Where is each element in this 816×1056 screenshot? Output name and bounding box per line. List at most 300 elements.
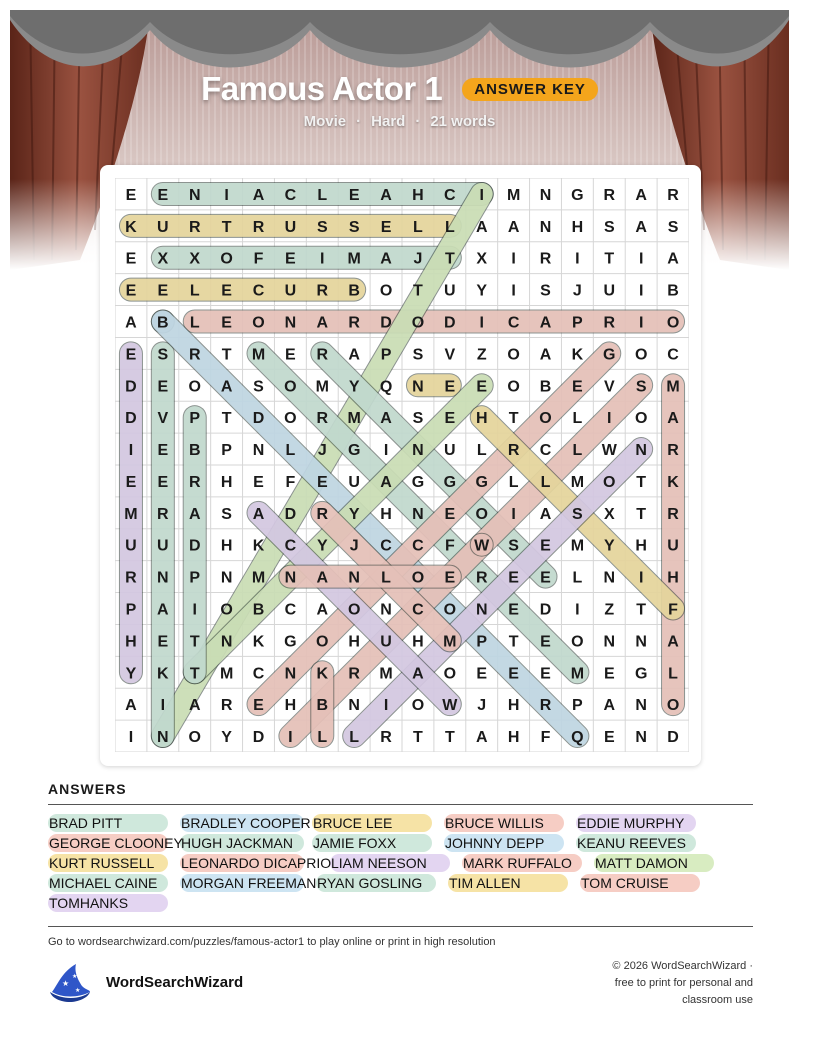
grid-letter: K: [316, 665, 329, 683]
grid-letter: U: [284, 218, 297, 236]
grid-letter: R: [380, 729, 392, 747]
grid-letter: T: [444, 250, 455, 268]
grid-letter: S: [412, 410, 424, 428]
grid-letter: B: [539, 378, 552, 396]
svg-text:★: ★: [72, 973, 78, 980]
grid-letter: H: [284, 697, 297, 715]
grid-letter: R: [316, 505, 329, 523]
grid-letter: Q: [571, 729, 584, 747]
grid-letter: L: [444, 218, 455, 236]
grid-letter: C: [507, 314, 520, 332]
grid-letter: L: [189, 282, 200, 300]
grid-letter: O: [539, 410, 552, 428]
grid-letter: O: [284, 378, 297, 396]
answer-word-label: MARK RUFFALO: [463, 855, 572, 871]
grid-letter: U: [157, 218, 169, 236]
grid-letter: I: [511, 282, 516, 300]
grid-letter: T: [221, 410, 232, 428]
answer-word-label: GEORGE CLOONEY: [49, 835, 183, 851]
grid-letter: G: [347, 442, 361, 460]
grid-letter: G: [443, 473, 457, 491]
grid-letter: M: [251, 346, 266, 364]
grid-letter: P: [572, 314, 583, 332]
grid-letter: E: [285, 346, 296, 364]
grid-letter: C: [539, 442, 552, 460]
grid-letter: N: [220, 633, 233, 651]
answer-word-label: HUGH JACKMAN: [181, 835, 294, 851]
answer-word: [576, 834, 686, 852]
grid-letter: O: [411, 569, 425, 587]
grid-letter: A: [252, 505, 265, 523]
grid-letter: W: [474, 537, 490, 555]
grid-letter: J: [349, 537, 359, 555]
grid-letter: U: [157, 537, 169, 555]
grid-letter: A: [667, 410, 679, 428]
grid-letter: F: [285, 473, 296, 491]
grid-letter: R: [348, 665, 360, 683]
grid-letter: G: [634, 665, 648, 683]
answer-word-label: EDDIE MURPHY: [577, 815, 685, 831]
grid-letter: S: [348, 218, 360, 236]
grid-letter: X: [189, 250, 201, 268]
grid-letter: O: [603, 473, 616, 491]
grid-letter: A: [125, 314, 137, 332]
grid-letter: I: [128, 729, 134, 747]
grid-letter: I: [288, 729, 293, 747]
grid-letter: N: [412, 378, 424, 396]
word-count-label: 21 words: [430, 113, 496, 130]
grid-letter: H: [220, 537, 233, 555]
grid-letter: H: [507, 729, 520, 747]
answer-word: [448, 874, 521, 892]
grid-letter: E: [125, 250, 137, 268]
grid-letter: C: [380, 537, 392, 555]
answer-word-label: TOM CRUISE: [581, 875, 669, 891]
grid-letter: P: [476, 633, 488, 651]
grid-letter: L: [572, 442, 583, 460]
grid-letter: M: [666, 378, 680, 396]
grid-letter: P: [189, 569, 201, 587]
grid-letter: U: [444, 442, 456, 460]
grid-letter: A: [380, 473, 392, 491]
grid-letter: S: [603, 218, 615, 236]
grid-letter: L: [572, 410, 583, 428]
grid-letter: G: [411, 473, 425, 491]
grid-letter: R: [316, 410, 329, 428]
grid-letter: C: [252, 665, 265, 683]
grid-letter: T: [221, 346, 232, 364]
grid-letter: U: [284, 282, 297, 300]
grid-letter: E: [221, 314, 232, 332]
grid-letter: T: [636, 473, 647, 491]
grid-letter: S: [316, 218, 328, 236]
answer-word: [48, 874, 157, 892]
answer-word-label: RYAN GOSLING: [317, 875, 423, 891]
svg-text:★: ★: [62, 979, 70, 988]
grid-letter: A: [125, 697, 137, 715]
answer-word-label: BRAD PITT: [49, 815, 123, 831]
grid-letter: O: [411, 697, 425, 715]
grid-letter: I: [479, 186, 484, 204]
grid-letter: A: [603, 697, 616, 715]
grid-letter: D: [444, 314, 456, 332]
grid-letter: D: [252, 729, 265, 747]
grid-letter: J: [413, 250, 423, 268]
answer-word-label: MORGAN FREEMAN: [181, 875, 317, 891]
answer-word: [312, 834, 396, 852]
grid-letter: Z: [604, 601, 615, 619]
grid-letter: E: [540, 569, 551, 587]
grid-letter: L: [317, 729, 328, 747]
grid-letter: A: [539, 505, 552, 523]
grid-letter: Y: [221, 729, 232, 747]
grid-letter: S: [412, 346, 424, 364]
grid-letter: I: [638, 569, 644, 587]
answer-word-label: TIM ALLEN: [449, 875, 521, 891]
grid-letter: Y: [348, 378, 360, 396]
grid-letter: I: [638, 314, 644, 332]
grid-letter: M: [506, 186, 521, 204]
answer-word: [48, 814, 122, 832]
answer-word-label: KURT RUSSELL: [49, 855, 155, 871]
footer-link[interactable]: Go to wordsearchwizard.com/puzzles/famous-actor1 to play online or print in high resolution: [48, 936, 496, 948]
grid-letter: R: [188, 346, 201, 364]
answer-word-label: LEONARDO DICAPRIO: [181, 855, 332, 871]
grid-letter: B: [316, 697, 329, 715]
grid-letter: A: [316, 601, 329, 619]
grid-letter: R: [507, 442, 520, 460]
grid-letter: N: [635, 633, 647, 651]
grid-letter: J: [317, 442, 327, 460]
grid-letter: T: [413, 729, 423, 747]
grid-letter: A: [188, 697, 201, 715]
grid-letter: Q: [379, 378, 393, 396]
grid-letter: E: [508, 601, 519, 619]
grid-letter: H: [220, 473, 233, 491]
answer-word: [180, 814, 311, 832]
answer-word-label: TOMHANKS: [49, 895, 129, 911]
answer-word-label: BRADLEY COOPER: [181, 815, 311, 831]
grid-letter: R: [188, 218, 201, 236]
grid-letter: N: [188, 186, 201, 204]
grid-letter: N: [380, 601, 392, 619]
grid-letter: V: [603, 378, 615, 396]
grid-letter: B: [252, 601, 265, 619]
grid-letter: U: [380, 633, 392, 651]
grid-letter: N: [220, 569, 233, 587]
grid-letter: S: [253, 378, 264, 396]
grid-letter: N: [635, 697, 647, 715]
grid-letter: L: [508, 473, 519, 491]
grid-letter: S: [221, 505, 232, 523]
grid-letter: K: [252, 633, 265, 651]
grid-letter: L: [317, 186, 328, 204]
answer-word: [180, 854, 331, 872]
grid-letter: M: [251, 569, 266, 587]
grid-letter: H: [380, 505, 392, 523]
grid-letter: H: [412, 186, 424, 204]
grid-letter: P: [572, 697, 583, 715]
divider: [48, 804, 753, 805]
word-search-grid-card: [100, 165, 701, 766]
grid-letter: M: [347, 410, 361, 428]
grid-letter: O: [666, 314, 680, 332]
grid-letter: D: [125, 378, 137, 396]
grid-letter: A: [507, 218, 520, 236]
grid-letter: E: [253, 697, 264, 715]
grid-letter: E: [157, 282, 169, 300]
grid-letter: T: [221, 218, 232, 236]
brand[interactable]: [48, 962, 243, 1002]
grid-letter: R: [667, 505, 679, 523]
grid-letter: M: [219, 665, 234, 683]
grid-letter: I: [575, 601, 580, 619]
grid-letter: T: [189, 633, 200, 651]
grid-letter: N: [284, 665, 297, 683]
grid-letter: A: [188, 505, 201, 523]
answer-word: [576, 814, 684, 832]
grid-letter: L: [189, 314, 200, 332]
grid-letter: E: [476, 665, 488, 683]
answer-word: [580, 874, 669, 892]
brand-name: WordSearchWizard: [106, 973, 244, 991]
grid-letter: M: [124, 505, 138, 523]
grid-letter: R: [316, 282, 329, 300]
grid-letter: O: [316, 633, 329, 651]
grid-letter: I: [575, 250, 580, 268]
copyright-line: free to print for personal and: [614, 977, 753, 989]
grid-letter: U: [444, 282, 456, 300]
word-search-grid: [115, 178, 689, 752]
grid-letter: M: [379, 665, 393, 683]
grid-letter: E: [508, 569, 519, 587]
grid-letter: U: [603, 282, 616, 300]
grid-letter: E: [157, 186, 169, 204]
grid-letter: S: [667, 218, 679, 236]
grid-letter: K: [571, 346, 584, 364]
grid-letter: V: [157, 410, 169, 428]
grid-letter: I: [638, 282, 644, 300]
grid-letter: Y: [316, 537, 328, 555]
grid-letter: O: [347, 601, 361, 619]
answer-word: [462, 854, 572, 872]
grid-letter: E: [157, 633, 169, 651]
grid-letter: Y: [125, 665, 137, 683]
grid-letter: O: [443, 601, 457, 619]
grid-letter: R: [220, 697, 233, 715]
grid-letter: C: [412, 601, 424, 619]
grid-letter: R: [539, 250, 552, 268]
grid-letter: U: [348, 473, 360, 491]
grid-letter: P: [221, 442, 232, 460]
grid-letter: R: [539, 697, 552, 715]
grid-letter: E: [125, 346, 137, 364]
grid-letter: A: [635, 218, 647, 236]
grid-letter: R: [667, 442, 679, 460]
grid-letter: Y: [476, 282, 488, 300]
grid-letter: R: [475, 569, 488, 587]
grid-letter: T: [444, 729, 455, 747]
answer-word: [48, 894, 128, 912]
grid-letter: A: [348, 346, 360, 364]
grid-letter: N: [635, 442, 647, 460]
grid-letter: E: [221, 282, 232, 300]
grid-letter: J: [572, 282, 582, 300]
grid-letter: D: [539, 601, 552, 619]
grid-letter: G: [571, 186, 584, 204]
grid-letter: A: [252, 186, 265, 204]
grid-letter: S: [540, 282, 551, 300]
grid-letter: T: [636, 505, 647, 523]
grid-letter: O: [411, 314, 425, 332]
difficulty-label: Hard: [371, 113, 406, 130]
grid-letter: D: [188, 537, 201, 555]
grid-letter: E: [348, 186, 360, 204]
grid-letter: I: [383, 697, 389, 715]
grid-letter: O: [220, 250, 233, 268]
grid-letter: P: [125, 601, 137, 619]
grid-letter: X: [603, 505, 615, 523]
grid-letter: N: [252, 442, 265, 460]
grid-letter: A: [667, 250, 679, 268]
grid-letter: N: [539, 186, 552, 204]
grid-letter: G: [284, 633, 297, 651]
grid-letter: N: [635, 729, 647, 747]
grid-letter: N: [157, 569, 169, 587]
copyright-line: © 2026 WordSearchWizard ·: [612, 960, 753, 972]
grid-letter: C: [284, 537, 297, 555]
grid-letter: I: [607, 410, 612, 428]
grid-letter: U: [125, 537, 137, 555]
answer-word: [48, 854, 154, 872]
answer-word-label: LIAM NEESON: [331, 855, 427, 871]
grid-letter: B: [348, 282, 360, 300]
grid-letter: O: [188, 378, 201, 396]
grid-letter: E: [444, 378, 456, 396]
grid-letter: V: [444, 346, 456, 364]
grid-letter: F: [668, 601, 678, 619]
grid-letter: E: [125, 186, 137, 204]
grid-letter: S: [572, 505, 583, 523]
grid-letter: N: [348, 569, 360, 587]
grid-letter: W: [442, 697, 458, 715]
answer-word-label: JAMIE FOXX: [313, 835, 397, 851]
grid-letter: J: [477, 697, 487, 715]
grid-letter: Y: [603, 537, 615, 555]
grid-letter: O: [507, 346, 520, 364]
copyright: [553, 958, 753, 1009]
grid-letter: H: [571, 218, 584, 236]
grid-letter: D: [252, 410, 265, 428]
grid-letter: O: [284, 410, 297, 428]
grid-letter: E: [157, 473, 169, 491]
grid-letter: O: [507, 378, 520, 396]
grid-letter: D: [125, 410, 137, 428]
grid-letter: E: [540, 537, 551, 555]
grid-letter: O: [252, 314, 265, 332]
grid-letter: C: [667, 346, 679, 364]
grid-letter: A: [667, 633, 679, 651]
grid-letter: P: [380, 346, 392, 364]
grid-letter: E: [125, 282, 137, 300]
grid-letter: A: [380, 186, 392, 204]
grid-letter: L: [381, 569, 391, 587]
answer-word: [594, 854, 688, 872]
answer-word-label: MATT DAMON: [595, 855, 688, 871]
grid-letter: R: [157, 505, 169, 523]
divider: [48, 926, 753, 927]
wizard-hat-icon: [48, 962, 92, 1002]
grid-letter: D: [667, 729, 679, 747]
grid-letter: E: [540, 633, 551, 651]
answer-word: [444, 834, 544, 852]
grid-letter: R: [603, 186, 616, 204]
grid-letter: N: [539, 218, 552, 236]
grid-letter: S: [508, 537, 519, 555]
grid-letter: R: [667, 186, 679, 204]
grid-letter: L: [572, 569, 583, 587]
grid-letter: A: [539, 314, 552, 332]
grid-letter: O: [666, 697, 680, 715]
grid-letter: C: [284, 601, 297, 619]
grid-letter: K: [667, 473, 679, 491]
grid-letter: E: [444, 505, 456, 523]
grid-letter: T: [636, 601, 647, 619]
grid-letter: X: [476, 250, 488, 268]
grid-letter: D: [380, 314, 392, 332]
answer-word: [316, 874, 422, 892]
grid-letter: A: [475, 218, 488, 236]
grid-letter: T: [604, 250, 615, 268]
grid-letter: N: [475, 601, 488, 619]
answer-word-label: BRUCE WILLIS: [445, 815, 544, 831]
answer-word-label: KEANU REEVES: [577, 835, 686, 851]
grid-letter: L: [668, 665, 678, 683]
grid-letter: L: [413, 218, 423, 236]
grid-letter: E: [157, 442, 169, 460]
grid-letter: E: [540, 665, 551, 683]
grid-letter: A: [316, 314, 329, 332]
grid-letter: N: [157, 729, 169, 747]
grid-letter: O: [475, 505, 488, 523]
grid-letter: M: [347, 250, 361, 268]
answer-word: [312, 814, 392, 832]
grid-letter: T: [508, 410, 519, 428]
grid-letter: E: [444, 410, 456, 428]
grid-letter: O: [220, 601, 233, 619]
grid-letter: H: [635, 537, 647, 555]
grid-letter: T: [413, 282, 423, 300]
grid-letter: N: [603, 633, 616, 651]
grid-letter: A: [635, 186, 647, 204]
grid-letter: H: [507, 697, 520, 715]
grid-letter: N: [603, 569, 616, 587]
answer-key-badge: ANSWER KEY: [462, 78, 598, 101]
grid-letter: A: [380, 250, 392, 268]
grid-letter: L: [349, 729, 360, 747]
grid-letter: M: [570, 665, 585, 683]
grid-letter: H: [125, 633, 137, 651]
grid-letter: O: [634, 410, 648, 428]
grid-letter: K: [157, 665, 169, 683]
grid-letter: H: [412, 633, 424, 651]
answer-word-label: MICHAEL CAINE: [49, 875, 158, 891]
answer-word-label: BRUCE LEE: [313, 815, 393, 831]
answer-word: [330, 854, 427, 872]
grid-letter: G: [475, 473, 488, 491]
grid-letter: E: [508, 665, 519, 683]
category-label: Movie: [303, 113, 347, 130]
